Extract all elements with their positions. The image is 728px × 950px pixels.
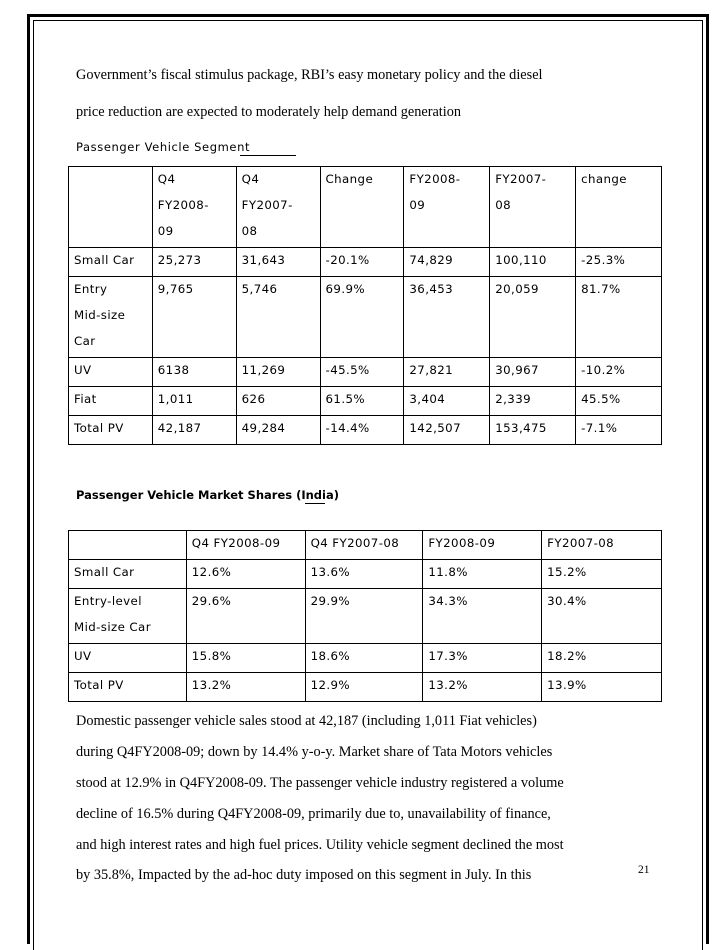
cell-text: 09 <box>409 198 426 212</box>
table-row <box>69 277 662 358</box>
cell-text: Mid-size <box>74 308 126 322</box>
cell-text: 42,187 <box>157 421 202 435</box>
pv-segment-heading: Passenger Vehicle Segment <box>76 140 251 154</box>
row-label-cell <box>69 416 153 445</box>
cell-text: FY2008- <box>157 198 209 212</box>
value-cell <box>542 589 662 644</box>
table-row <box>69 644 662 673</box>
cell-text: Q4 FY2007-08 <box>310 536 400 550</box>
header-cell <box>404 167 490 248</box>
row-label-cell <box>69 560 187 589</box>
value-cell <box>236 248 320 277</box>
value-cell <box>186 589 305 644</box>
header-cell <box>305 531 423 560</box>
cell-text: UV <box>74 363 92 377</box>
summary-line: during Q4FY2008-09; down by 14.4% y-o-y. Market share of Tata Motors vehicles <box>76 744 553 760</box>
market-shares-table <box>68 530 662 702</box>
table-row <box>69 358 662 387</box>
pv-segment-table <box>68 166 662 445</box>
cell-text: FY2007- <box>495 172 547 186</box>
value-cell <box>320 387 404 416</box>
value-cell <box>404 248 490 277</box>
cell-text: 08 <box>241 224 258 238</box>
value-cell <box>305 644 423 673</box>
cell-text: 13.6% <box>310 565 351 579</box>
header-cell <box>576 167 662 248</box>
cell-text: FY2007-08 <box>547 536 615 550</box>
header-cell <box>69 167 153 248</box>
value-cell <box>490 358 576 387</box>
header-row <box>69 531 662 560</box>
cell-text: 49,284 <box>241 421 286 435</box>
cell-text: 13.2% <box>428 678 468 692</box>
cell-text: 74,829 <box>409 253 454 267</box>
value-cell <box>423 673 542 702</box>
value-cell <box>152 416 236 445</box>
cell-text: 12.6% <box>191 565 232 579</box>
intro-line: Government’s fiscal stimulus package, RBI’s easy monetary policy and the diesel <box>76 67 543 83</box>
value-cell <box>404 387 490 416</box>
value-cell <box>404 277 490 358</box>
header-cell <box>152 167 236 248</box>
cell-text: 12.9% <box>310 678 351 692</box>
cell-text: -20.1% <box>325 253 370 267</box>
value-cell <box>576 248 662 277</box>
header-cell <box>69 531 187 560</box>
value-cell <box>576 277 662 358</box>
cell-text: 30.4% <box>547 594 587 608</box>
cell-text: 25,273 <box>157 253 202 267</box>
summary-line: and high interest rates and high fuel prices. Utility vehicle segment declined the most <box>76 837 564 853</box>
cell-text: Total PV <box>74 678 124 692</box>
row-label-cell <box>69 358 153 387</box>
value-cell <box>490 277 576 358</box>
cell-text: 142,507 <box>409 421 461 435</box>
cell-text: Small Car <box>74 253 135 267</box>
cell-text: 2,339 <box>495 392 532 406</box>
cell-text: 9,765 <box>157 282 194 296</box>
cell-text: 34.3% <box>428 594 468 608</box>
value-cell <box>320 358 404 387</box>
table-row <box>69 673 662 702</box>
cell-text: -14.4% <box>325 421 370 435</box>
value-cell <box>490 416 576 445</box>
cell-text: 18.2% <box>547 649 587 663</box>
cell-text: Q4 FY2008-09 <box>191 536 281 550</box>
row-label-cell <box>69 277 153 358</box>
cell-text: Change <box>325 172 374 186</box>
header-cell <box>423 531 542 560</box>
cell-text: Mid-size Car <box>74 620 151 634</box>
cell-text: Total PV <box>74 421 124 435</box>
cell-text: Small Car <box>74 565 135 579</box>
table-row <box>69 387 662 416</box>
cell-text: 20,059 <box>495 282 539 296</box>
value-cell <box>404 416 490 445</box>
value-cell <box>404 358 490 387</box>
cell-text: 11,269 <box>241 363 286 377</box>
cell-text: 13.2% <box>191 678 232 692</box>
cell-text: 6138 <box>157 363 190 377</box>
table-row <box>69 416 662 445</box>
cell-text: 626 <box>241 392 266 406</box>
value-cell <box>542 673 662 702</box>
value-cell <box>152 358 236 387</box>
cell-text: Q4 <box>157 172 176 186</box>
cell-text: -25.3% <box>581 253 626 267</box>
value-cell <box>305 673 423 702</box>
cell-text: 18.6% <box>310 649 351 663</box>
value-cell <box>576 387 662 416</box>
row-label-cell <box>69 589 187 644</box>
cell-text: Fiat <box>74 392 97 406</box>
cell-text: change <box>581 172 627 186</box>
cell-text: 17.3% <box>428 649 468 663</box>
value-cell <box>490 248 576 277</box>
cell-text: 09 <box>157 224 174 238</box>
row-label-cell <box>69 644 187 673</box>
row-label-cell <box>69 248 153 277</box>
value-cell <box>490 387 576 416</box>
header-cell <box>490 167 576 248</box>
header-cell <box>186 531 305 560</box>
value-cell <box>236 416 320 445</box>
heading-underline <box>240 155 296 156</box>
cell-text: 1,011 <box>157 392 194 406</box>
summary-line: stood at 12.9% in Q4FY2008-09. The passenger vehicle industry registered a volume <box>76 775 564 791</box>
cell-text: 5,746 <box>241 282 278 296</box>
value-cell <box>542 644 662 673</box>
cell-text <box>74 167 147 195</box>
cell-text: 61.5% <box>325 392 366 406</box>
header-cell <box>236 167 320 248</box>
value-cell <box>236 387 320 416</box>
cell-text: Entry-level <box>74 594 142 608</box>
cell-text: 31,643 <box>241 253 286 267</box>
value-cell <box>236 277 320 358</box>
cell-text: 3,404 <box>409 392 446 406</box>
cell-text <box>74 531 181 559</box>
summary-line: by 35.8%, Impacted by the ad-hoc duty imposed on this segment in July. In this <box>76 867 532 883</box>
cell-text: FY2008-09 <box>428 536 496 550</box>
cell-text: 100,110 <box>495 253 547 267</box>
header-row <box>69 167 662 248</box>
value-cell <box>423 644 542 673</box>
page-number: 21 <box>638 864 650 876</box>
value-cell <box>576 416 662 445</box>
cell-text: -10.2% <box>581 363 626 377</box>
cell-text: -45.5% <box>325 363 370 377</box>
cell-text: Entry <box>74 282 108 296</box>
value-cell <box>152 248 236 277</box>
cell-text: Q4 <box>241 172 260 186</box>
table-row <box>69 560 662 589</box>
value-cell <box>236 358 320 387</box>
heading-underline <box>305 503 325 504</box>
value-cell <box>305 560 423 589</box>
cell-text: 153,475 <box>495 421 547 435</box>
cell-text: UV <box>74 649 92 663</box>
value-cell <box>152 277 236 358</box>
cell-text: 81.7% <box>581 282 621 296</box>
intro-line: price reduction are expected to moderately help demand generation <box>76 104 462 120</box>
cell-text: 15.8% <box>191 649 232 663</box>
cell-text: -7.1% <box>581 421 618 435</box>
cell-text: 08 <box>495 198 512 212</box>
value-cell <box>423 560 542 589</box>
row-label-cell <box>69 673 187 702</box>
header-cell <box>542 531 662 560</box>
value-cell <box>576 358 662 387</box>
value-cell <box>186 673 305 702</box>
cell-text: FY2008- <box>409 172 461 186</box>
summary-line: Domestic passenger vehicle sales stood at 42,187 (including 1,011 Fiat vehicles) <box>76 713 537 729</box>
market-shares-heading: Passenger Vehicle Market Shares (India) <box>76 488 340 502</box>
cell-text: 11.8% <box>428 565 468 579</box>
summary-line: decline of 16.5% during Q4FY2008-09, primarily due to, unavailability of finance, <box>76 806 551 822</box>
value-cell <box>320 416 404 445</box>
cell-text: 45.5% <box>581 392 621 406</box>
cell-text: 13.9% <box>547 678 587 692</box>
value-cell <box>320 248 404 277</box>
cell-text: Car <box>74 334 96 348</box>
cell-text: FY2007- <box>241 198 293 212</box>
value-cell <box>186 644 305 673</box>
value-cell <box>320 277 404 358</box>
cell-text: 30,967 <box>495 363 539 377</box>
table-row <box>69 248 662 277</box>
row-label-cell <box>69 387 153 416</box>
value-cell <box>152 387 236 416</box>
value-cell <box>305 589 423 644</box>
cell-text: 29.6% <box>191 594 232 608</box>
table-row <box>69 589 662 644</box>
header-cell <box>320 167 404 248</box>
cell-text: 69.9% <box>325 282 366 296</box>
cell-text: 15.2% <box>547 565 587 579</box>
cell-text: 27,821 <box>409 363 454 377</box>
cell-text: 36,453 <box>409 282 454 296</box>
value-cell <box>423 589 542 644</box>
value-cell <box>542 560 662 589</box>
cell-text: 29.9% <box>310 594 351 608</box>
value-cell <box>186 560 305 589</box>
